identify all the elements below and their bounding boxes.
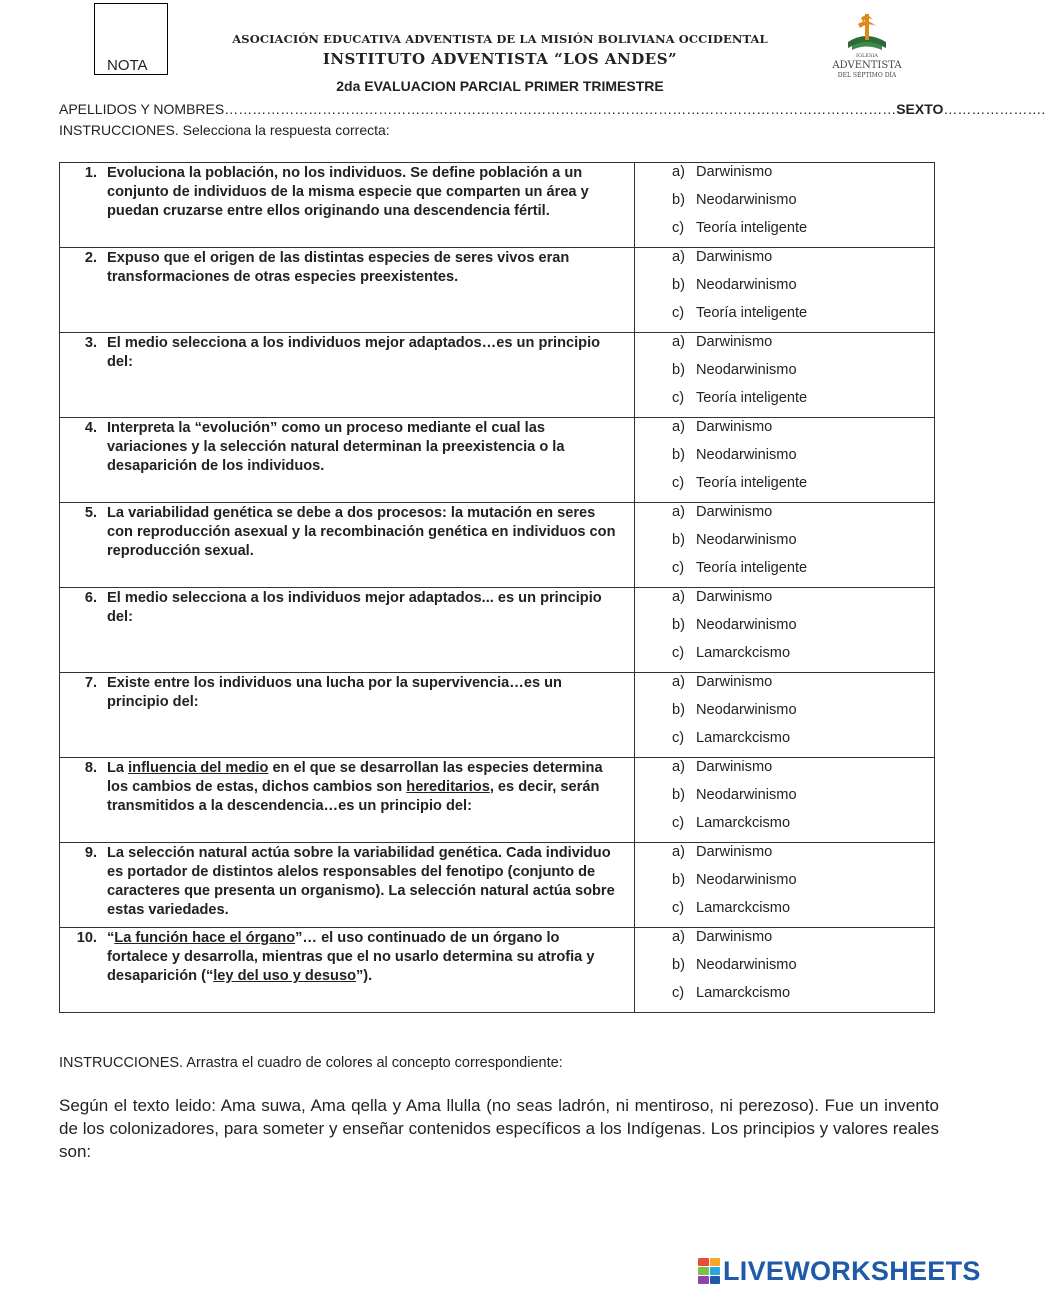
liveworksheets-icon xyxy=(698,1258,720,1284)
question-text-part: ”… el uso continuado de un órgano lo fortalece y desarrolla, mientras que el no usarlo determina su atrofia y desaparición (“ xyxy=(107,930,595,984)
option-letter: b) xyxy=(672,617,685,633)
grade-dots: …………………. xyxy=(943,101,1045,117)
question-number: 8. xyxy=(84,760,97,776)
question-row xyxy=(60,843,935,928)
answer-option[interactable] xyxy=(635,474,934,502)
options-cell xyxy=(635,758,935,843)
option-letter: b) xyxy=(672,277,685,293)
answer-option[interactable] xyxy=(635,163,934,191)
question-row xyxy=(60,503,935,588)
question-row xyxy=(60,248,935,333)
option-letter: c) xyxy=(672,390,685,406)
option-letter: b) xyxy=(672,702,685,718)
question-number: 4. xyxy=(84,420,97,436)
answer-option[interactable] xyxy=(635,956,934,984)
options-cell xyxy=(635,333,935,418)
question-body xyxy=(107,164,624,221)
question-cell xyxy=(60,843,635,928)
answer-option[interactable] xyxy=(635,899,934,927)
answer-option[interactable] xyxy=(635,389,934,417)
church-logo xyxy=(828,10,906,84)
association-title: ASOCIACIÓN EDUCATIVA ADVENTISTA DE LA MISIÓN BOLIVIANA OCCIDENTAL xyxy=(232,32,768,46)
question-text: Interpreta la “evolución” como un proceso mediante el cual las variaciones y la selección natural determinan la preexistencia o la desaparición de los individuos. xyxy=(107,420,565,474)
option-letter: c) xyxy=(672,815,685,831)
option-label: Darwinismo xyxy=(696,249,773,265)
answer-option[interactable] xyxy=(635,588,934,616)
answer-option[interactable] xyxy=(635,219,934,247)
option-letter: a) xyxy=(672,674,685,690)
question-body xyxy=(107,249,624,287)
question-body xyxy=(107,504,624,561)
option-label: Lamarckcismo xyxy=(696,815,791,831)
question-number: 6. xyxy=(84,590,97,606)
liveworksheets-brand[interactable] xyxy=(698,1256,981,1286)
question-row xyxy=(60,758,935,843)
option-letter: a) xyxy=(672,419,685,435)
answer-option[interactable] xyxy=(635,531,934,559)
answer-option[interactable] xyxy=(635,673,934,701)
answer-option[interactable] xyxy=(635,843,934,871)
question-number: 10. xyxy=(76,930,97,946)
option-label: Darwinismo xyxy=(696,164,773,180)
question-body xyxy=(107,929,624,986)
question-text-part: La xyxy=(107,760,129,776)
option-label: Lamarckcismo xyxy=(696,900,791,916)
question-number: 1. xyxy=(84,165,97,181)
liveworksheets-text: LIVEWORKSHEETS xyxy=(723,1255,981,1286)
question-underlined-term: influencia del medio xyxy=(128,760,269,776)
option-label: Darwinismo xyxy=(696,844,773,860)
answer-option[interactable] xyxy=(635,871,934,899)
option-letter: a) xyxy=(672,249,685,265)
option-label: Neodarwinismo xyxy=(696,702,797,718)
option-letter: c) xyxy=(672,900,685,916)
logo-text-2: ADVENTISTA xyxy=(832,60,902,71)
answer-option[interactable] xyxy=(635,559,934,587)
options-cell xyxy=(635,503,935,588)
option-label: Darwinismo xyxy=(696,504,773,520)
options-cell xyxy=(635,673,935,758)
question-text: La selección natural actúa sobre la variabilidad genética. Cada individuo es portador de distintos alelos responsables del fenotipo (conjunto de caracteres que presenta un organismo). La selección natural actúa sobre estas variedades. xyxy=(107,845,615,918)
option-label: Neodarwinismo xyxy=(696,447,797,463)
question-row xyxy=(60,333,935,418)
question-cell xyxy=(60,418,635,503)
answer-option[interactable] xyxy=(635,786,934,814)
grade-label: SEXTO xyxy=(896,101,944,117)
question-text: La variabilidad genética se debe a dos procesos: la mutación en seres con reproducción asexual y la recombinación genética en individuos con reproducción sexual. xyxy=(107,505,616,559)
option-label: Neodarwinismo xyxy=(696,957,797,973)
option-label: Darwinismo xyxy=(696,589,773,605)
question-text: El medio selecciona a los individuos mejor adaptados... es un principio del: xyxy=(107,590,602,625)
question-text-part: “ xyxy=(107,930,115,946)
logo-text-3: DEL SÉPTIMO DÍA xyxy=(837,72,897,79)
options-cell xyxy=(635,163,935,248)
question-number: 3. xyxy=(84,335,97,351)
question-row xyxy=(60,928,935,1013)
logo-text-1: IGLESIA xyxy=(856,53,878,59)
question-cell xyxy=(60,248,635,333)
grade-box-label: NOTA xyxy=(107,57,148,74)
reading-paragraph: Según el texto leido: Ama suwa, Ama qella y Ama llulla (no seas ladrón, ni mentiroso, ni perezoso). Fue un invento de los colonizadores, para someter y enseñar contenidos específicos a los Indígenas. Los principios y valores reales son: xyxy=(59,1096,939,1161)
question-number: 5. xyxy=(84,505,97,521)
question-text-part: ”). xyxy=(356,968,373,984)
names-label: APELLIDOS Y NOMBRES……………………………………………………………………………………………………………………………… xyxy=(59,101,897,117)
option-letter: a) xyxy=(672,334,685,350)
question-underlined-term: La función hace el órgano xyxy=(114,930,296,946)
answer-option[interactable] xyxy=(635,814,934,842)
option-letter: b) xyxy=(672,787,685,803)
question-text: Evoluciona la población, no los individuos. Se define población a un conjunto de individuos de la misma especie que comparten un área y puedan cruzarse entre ellos originando una descendencia fértil. xyxy=(107,165,589,219)
institute-title: INSTITUTO ADVENTISTA “LOS ANDES” xyxy=(322,50,678,68)
question-cell xyxy=(60,758,635,843)
question-text: El medio selecciona a los individuos mejor adaptados…es un principio del: xyxy=(107,335,601,370)
option-label: Neodarwinismo xyxy=(696,277,797,293)
option-letter: a) xyxy=(672,504,685,520)
option-label: Neodarwinismo xyxy=(696,787,797,803)
question-text: Existe entre los individuos una lucha por la supervivencia…es un principio del: xyxy=(107,675,562,710)
question-cell xyxy=(60,673,635,758)
option-letter: b) xyxy=(672,362,685,378)
option-letter: c) xyxy=(672,560,685,576)
question-text-part: , es decir, serán transmitidos a la descendencia…es un principio del: xyxy=(107,779,600,814)
option-label: Darwinismo xyxy=(696,419,773,435)
option-letter: c) xyxy=(672,305,685,321)
evaluation-title: 2da EVALUACION PARCIAL PRIMER TRIMESTRE xyxy=(336,78,664,94)
answer-option[interactable] xyxy=(635,701,934,729)
answer-option[interactable] xyxy=(635,333,934,361)
question-text-part: en el que se desarrollan las especies determina los cambios de estas, dichos cambios son xyxy=(107,760,603,795)
option-letter: b) xyxy=(672,447,685,463)
option-letter: c) xyxy=(672,220,685,236)
option-label: Teoría inteligente xyxy=(696,475,808,491)
option-letter: a) xyxy=(672,759,685,775)
question-underlined-term: ley del uso y desuso xyxy=(213,968,356,984)
answer-option[interactable] xyxy=(635,361,934,389)
option-label: Neodarwinismo xyxy=(696,617,797,633)
option-label: Lamarckcismo xyxy=(696,730,791,746)
question-row xyxy=(60,163,935,248)
answer-option[interactable] xyxy=(635,616,934,644)
question-number: 7. xyxy=(84,675,97,691)
question-cell xyxy=(60,928,635,1013)
question-cell xyxy=(60,503,635,588)
answer-option[interactable] xyxy=(635,758,934,786)
option-letter: b) xyxy=(672,532,685,548)
option-letter: b) xyxy=(672,957,685,973)
question-row xyxy=(60,588,935,673)
answer-option[interactable] xyxy=(635,729,934,757)
answer-option[interactable] xyxy=(635,248,934,276)
answer-option[interactable] xyxy=(635,984,934,1012)
answer-option[interactable] xyxy=(635,644,934,672)
options-cell xyxy=(635,248,935,333)
answer-option[interactable] xyxy=(635,928,934,956)
option-label: Neodarwinismo xyxy=(696,192,797,208)
question-cell xyxy=(60,163,635,248)
option-letter: b) xyxy=(672,192,685,208)
option-letter: c) xyxy=(672,985,685,1001)
answer-option[interactable] xyxy=(635,446,934,474)
option-label: Teoría inteligente xyxy=(696,220,808,236)
option-letter: a) xyxy=(672,929,685,945)
answer-option[interactable] xyxy=(635,304,934,332)
question-body xyxy=(107,844,624,920)
answer-option[interactable] xyxy=(635,418,934,446)
quiz-table xyxy=(59,162,935,1013)
option-letter: b) xyxy=(672,872,685,888)
option-label: Neodarwinismo xyxy=(696,872,797,888)
option-label: Teoría inteligente xyxy=(696,560,808,576)
question-number: 2. xyxy=(84,250,97,266)
option-letter: a) xyxy=(672,164,685,180)
question-body xyxy=(107,759,624,816)
church-logo-icon xyxy=(828,10,906,84)
question-row xyxy=(60,418,935,503)
answer-option[interactable] xyxy=(635,276,934,304)
option-label: Neodarwinismo xyxy=(696,362,797,378)
question-number: 9. xyxy=(84,845,97,861)
instructions-select: INSTRUCCIONES. Selecciona la respuesta correcta: xyxy=(59,122,390,138)
option-label: Teoría inteligente xyxy=(696,390,808,406)
options-cell xyxy=(635,588,935,673)
option-letter: c) xyxy=(672,475,685,491)
option-label: Darwinismo xyxy=(696,929,773,945)
option-label: Darwinismo xyxy=(696,759,773,775)
options-cell xyxy=(635,843,935,928)
option-letter: a) xyxy=(672,844,685,860)
answer-option[interactable] xyxy=(635,503,934,531)
student-names-line[interactable] xyxy=(59,101,1045,117)
option-letter: c) xyxy=(672,730,685,746)
option-label: Teoría inteligente xyxy=(696,305,808,321)
option-letter: a) xyxy=(672,589,685,605)
option-label: Darwinismo xyxy=(696,334,773,350)
instructions-drag: INSTRUCCIONES. Arrastra el cuadro de colores al concepto correspondiente: xyxy=(59,1055,563,1071)
question-cell xyxy=(60,588,635,673)
options-cell xyxy=(635,928,935,1013)
option-letter: c) xyxy=(672,645,685,661)
question-body xyxy=(107,334,624,372)
question-cell xyxy=(60,333,635,418)
question-body xyxy=(107,589,624,627)
option-label: Lamarckcismo xyxy=(696,985,791,1001)
question-text: Expuso que el origen de las distintas especies de seres vivos eran transformaciones de otras especies preexistentes. xyxy=(107,250,570,285)
question-row xyxy=(60,673,935,758)
option-label: Neodarwinismo xyxy=(696,532,797,548)
options-cell xyxy=(635,418,935,503)
option-label: Darwinismo xyxy=(696,674,773,690)
question-underlined-term: hereditarios xyxy=(406,779,490,795)
question-body xyxy=(107,419,624,476)
option-label: Lamarckcismo xyxy=(696,645,791,661)
question-body xyxy=(107,674,624,712)
answer-option[interactable] xyxy=(635,191,934,219)
